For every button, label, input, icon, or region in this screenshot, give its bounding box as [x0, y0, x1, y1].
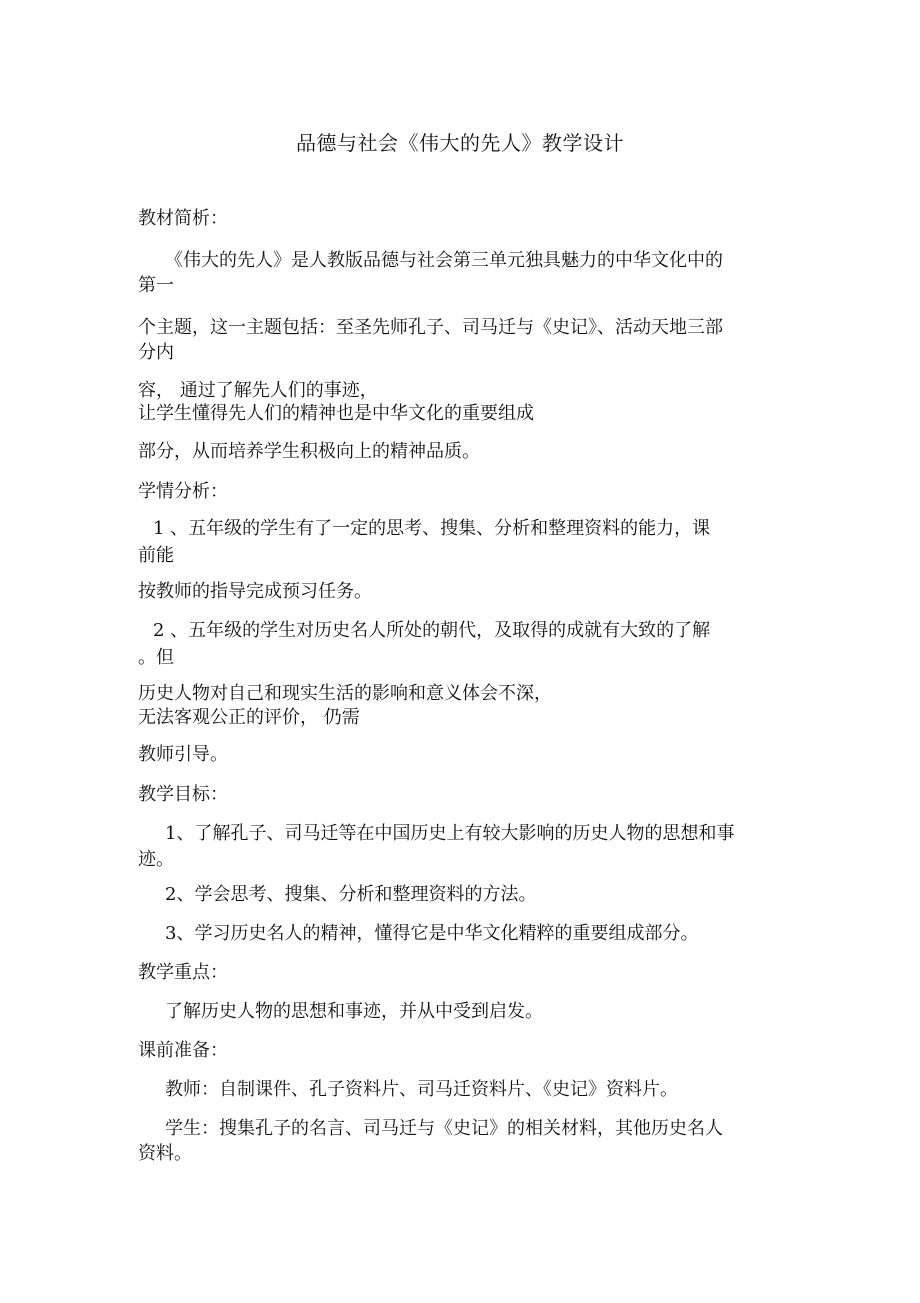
paragraph-line: 让学生懂得先人们的精神也是中华文化的重要组成 — [138, 403, 534, 424]
section-heading-goals: 教学目标： — [138, 784, 228, 805]
paragraph-line: 部分，从而培养学生积极向上的精神品质。 — [138, 441, 480, 462]
list-item-line: 2、学会思考、搜集、分析和整理资料的方法。 — [165, 884, 537, 905]
list-item-line: 按教师的指导完成预习任务。 — [138, 581, 372, 602]
list-item-line: 。但 — [138, 647, 174, 668]
paragraph-line: 资料。 — [138, 1143, 192, 1164]
list-item-line: 迹。 — [138, 849, 174, 870]
paragraph-line: 了解历史人物的思想和事迹，并从中受到启发。 — [165, 1001, 543, 1022]
list-item-line: 1、了解孔子、司马迁等在中国历史上有较大影响的历史人物的思想和事 — [165, 823, 735, 844]
paragraph-line: 学生：搜集孔子的名言、司马迁与《史记》的相关材料，其他历史名人 — [165, 1118, 723, 1139]
paragraph-line: 教师：自制课件、孔子资料片、司马迁资料片、《史记》资料片。 — [165, 1079, 678, 1100]
list-item-line: 教师引导。 — [138, 744, 228, 765]
section-heading-textbook: 教材简析： — [138, 208, 228, 229]
document-title: 品德与社会《伟大的先人》教学设计 — [296, 131, 624, 155]
list-item-line: 1 、五年级的学生有了一定的思考、搜集、分析和整理资料的能力，课 — [153, 518, 711, 539]
section-heading-key: 教学重点： — [138, 962, 228, 983]
paragraph-line: 个主题，这一主题包括：至圣先师孔子、司马迁与《史记》、活动天地三部 — [138, 317, 723, 338]
paragraph-line: 容， 通过了解先人们的事迹， — [138, 380, 378, 401]
list-item-line: 3、学习历史名人的精神，懂得它是中华文化精粹的重要组成部分。 — [165, 923, 699, 944]
list-item-line: 历史人物对自己和现实生活的影响和意义体会不深， — [138, 683, 552, 704]
paragraph-line: 《伟大的先人》是人教版品德与社会第三单元独具魅力的中华文化中的 — [165, 250, 723, 271]
list-item-line: 前能 — [138, 545, 174, 566]
list-item-line: 无法客观公正的评价， 仍需 — [138, 707, 360, 728]
section-heading-prep: 课前准备： — [138, 1040, 228, 1061]
paragraph-line: 第一 — [138, 275, 174, 296]
paragraph-line: 分内 — [138, 342, 174, 363]
list-item-line: 2 、五年级的学生对历史名人所处的朝代，及取得的成就有大致的了解 — [153, 620, 711, 641]
section-heading-students: 学情分析： — [138, 481, 228, 502]
